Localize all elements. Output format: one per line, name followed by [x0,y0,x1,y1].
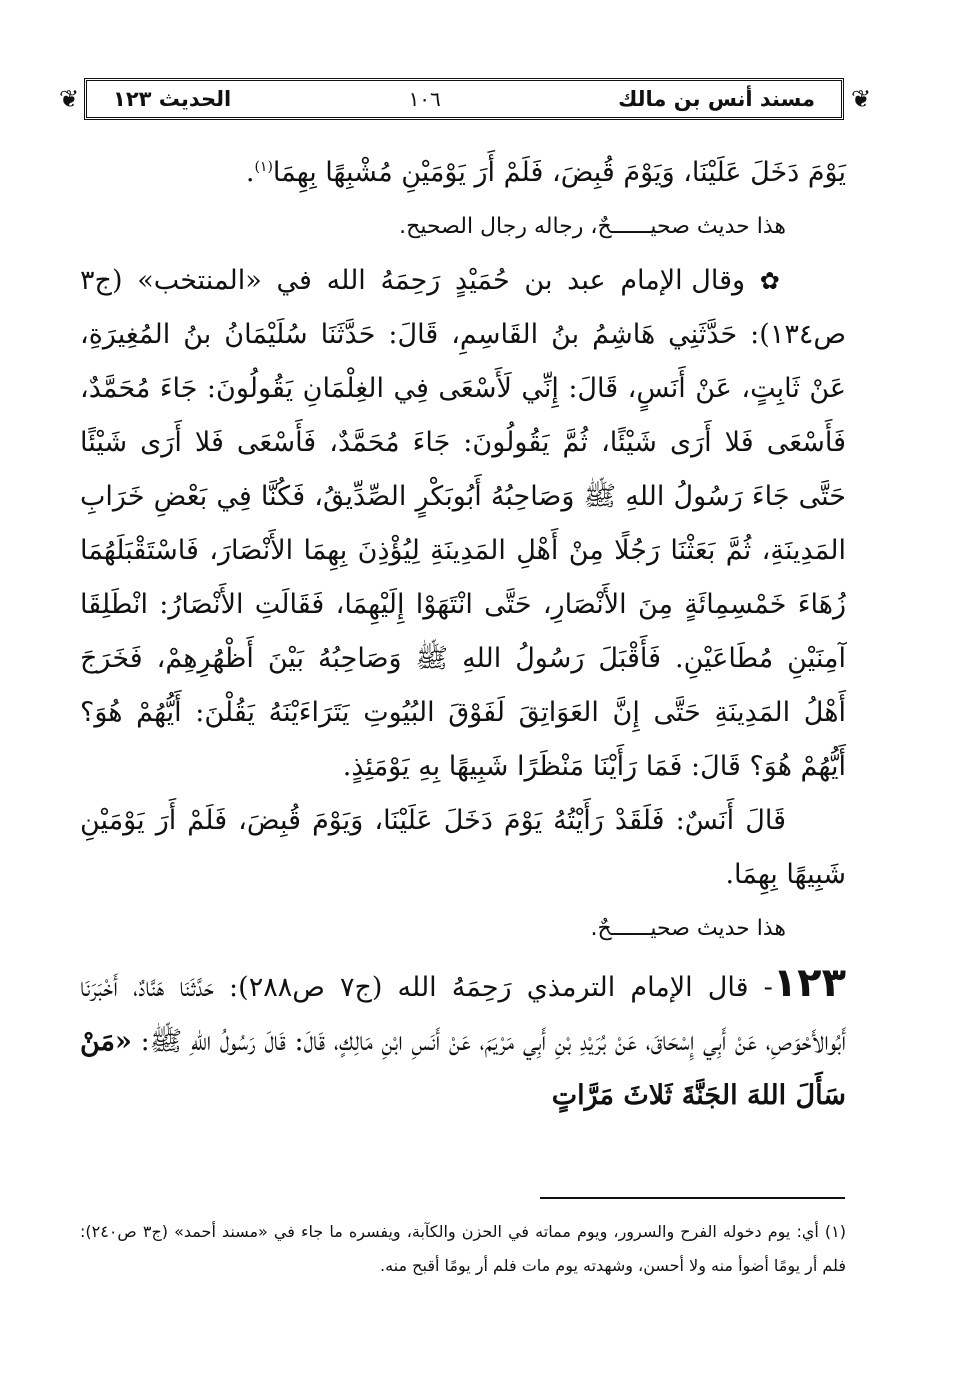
header-hadith-label: الحديث ١٢٣ [113,87,232,111]
grading-1: هذا حديث صحيــــــحٌ، رجاله رجال الصحيح. [399,214,786,239]
ornament-right-icon: ❦ [850,85,872,113]
paragraph-anas-said: قَالَ أَنَسٌ: فَلَقَدْ رَأَيْتُهُ يَوْمَ دَخَلَ عَلَيْنَا، وَيَوْمَ قُبِضَ، فَلَمْ أَرَ يَوْمَيْنِ شَبِيهًا بِهِمَا. [80,805,846,890]
hadith-123-quote: «مَنْ سَأَلَ اللهَ الجَنَّةَ ثَلاثَ مَرَّاتٍ [80,1026,846,1111]
hadith-123-intro: - قال الإمام الترمذي رَحِمَهُ الله (ج٧ ص٢٨٨): حَدَّثَنَا هَنَّادٌ، أَخْبَرَنَا أَبُوالأَحْوَصِ، عَنْ أَبِي إِسْحَاقَ، عَنْ بُرَيْدِ بْنِ أَبِي مَرْيَمَ، عَنْ أَنَسِ ابْنِ مَالِكٍ، قَالَ: قَالَ رَسُولُ اللهِ ﷺ: [80,972,846,1057]
footnote-divider [540,1197,845,1199]
footnotes [80,1215,846,1283]
continuation-line [80,140,846,200]
book-title: مسند أنس بن مالك [618,87,815,111]
page-header [84,78,844,120]
footnote-ref: (١) [254,159,273,175]
main-text [80,140,846,1123]
paragraph-abd-bin-humaid [80,254,846,794]
ornament-left-icon: ❦ [58,85,80,113]
flower-icon: ✿ [759,267,786,295]
continuation-end: . [245,157,255,188]
grading-2: هذا حديث صحيــــــحٌ. [590,916,786,941]
paragraph-hadith-123 [80,956,846,1123]
continuation-text: يَوْمَ دَخَلَ عَلَيْنَا، وَيَوْمَ قُبِضَ، فَلَمْ أَرَ يَوْمَيْنِ مُشْبِهًا بِهِمَا [272,157,846,188]
hadith-number: ١٢٣ [772,960,846,1006]
page-number: ١٠٦ [408,87,441,111]
footnote-1: (١) أي: يوم دخوله الفرح والسرور، ويوم مماته في الحزن والكآبة، ويفسره ما جاء في «مسند أحمد» (ج٣ ص٢٤٠): فلم أر يومًا أضوأ منه ولا أحسن، وشهدته يوم مات فلم أر يومًا أقبح منه. [80,1222,846,1275]
paragraph-2-text: وقال الإمام عبد بن حُمَيْدٍ رَحِمَهُ الله في «المنتخب» (ج٣ ص١٣٤): حَدَّثَنِي هَاشِمُ بنُ القَاسِمِ، قَالَ: حَدَّثَنَا سُلَيْمَانُ بنُ المُغِيرَةِ، عَنْ ثَابِتٍ، عَنْ أَنَسٍ، قَالَ: إِنِّي لَأَسْعَى فِي الغِلْمَانِ يَقُولُونَ: جَاءَ مُحَمَّدٌ، فَأَسْعَى فَلا أَرَى شَيْئًا، ثُمَّ يَقُولُونَ: جَاءَ مُحَمَّدٌ، فَأَسْعَى فَلا أَرَى شَيْئًا حَتَّى جَاءَ رَسُولُ اللهِ ﷺ وَصَاحِبُهُ أَبُوبَكْرٍ الصِّدِّيقُ، فَكُنَّا فِي بَعْضِ خَرَابِ المَدِينَةِ، ثُمَّ بَعَثْنَا رَجُلًا مِنْ أَهْلِ المَدِينَةِ لِيُؤْذِنَ بِهِمَا الأَنْصَارَ، فَاسْتَقْبَلَهُمَا زُهَاءَ خَمْسِمِائَةٍ مِنَ الأَنْصَارِ، حَتَّى انْتَهَوْا إِلَيْهِمَا، فَقَالَتِ الأَنْصَارُ: انْطَلِقَا آمِنَيْنِ مُطَاعَيْنِ. فَأَقْبَلَ رَسُولُ اللهِ ﷺ وَصَاحِبُهُ بَيْنَ أَظْهُرِهِمْ، فَخَرَجَ أَهْلُ المَدِينَةِ حَتَّى إِنَّ العَوَاتِقَ لَفَوْقَ البُيُوتِ يَتَرَاءَيْنَهُ يَقُلْنَ: أَيُّهُمْ هُوَ؟ أَيُّهُمْ هُوَ؟ قَالَ: فَمَا رَأَيْنَا مَنْظَرًا شَبِيهًا بِهِ يَوْمَئِذٍ. [80,265,846,782]
